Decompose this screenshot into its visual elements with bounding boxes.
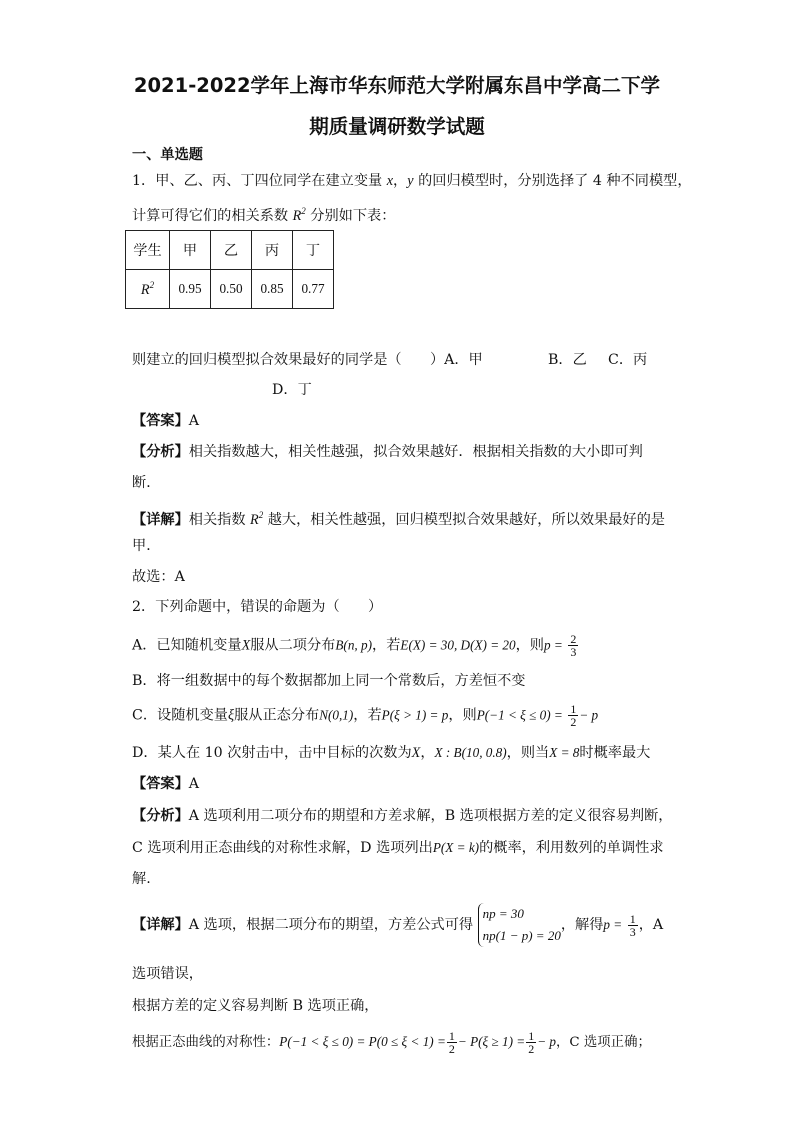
q2-detail-line4 <box>132 1030 651 1055</box>
q2-a-text-2: 服从二项分布 <box>250 637 336 654</box>
q2-analysis-text-2a: C 选项利用正态曲线的对称性求解，D 选项列出 <box>132 840 433 856</box>
q2-c-text-1: C．设随机变量 <box>132 707 228 724</box>
q1-answer-line <box>132 411 199 431</box>
q2-c-xi: ξ <box>227 707 235 724</box>
q2-a-text-3: ，若 <box>372 637 401 654</box>
q2-c-text-2: 服从正态分布 <box>234 707 320 724</box>
equation-system-row: np = 30 <box>482 906 524 921</box>
q1-answer: A <box>188 413 200 429</box>
detail-tag: 【详解】 <box>132 512 189 528</box>
q1-stem-line1 <box>132 171 692 191</box>
q2-answer-line <box>132 774 199 794</box>
q1-var-y: y <box>407 173 414 189</box>
r2-table <box>125 230 334 309</box>
q1-r2-symbol: $R^2$ <box>292 206 306 224</box>
q2-analysis-line1 <box>132 806 672 826</box>
q1-detail-r2: $R^2$ <box>250 510 264 528</box>
q1-option-d: D．丁 <box>272 382 312 398</box>
q1-analysis-line1 <box>132 442 643 462</box>
q2-c-probability: P(−1 < ξ ≤ 0) = <box>476 707 563 723</box>
q2-analysis-probability: P(X = k) <box>432 840 480 855</box>
analysis-tag: 【分析】 <box>132 808 189 824</box>
section-heading: 一、单选题 <box>132 147 203 163</box>
q2-a-binomial: B(n, p) <box>335 637 372 653</box>
table-cell: 0.95 <box>170 270 211 309</box>
equation-system <box>478 903 561 947</box>
page-title-line1: 2021-2022学年上海市华东师范大学附属东昌中学高二下学 <box>133 74 661 97</box>
q1-var-x: x <box>386 173 394 189</box>
q2-detail-text-4a: 根据正态曲线的对称性： <box>132 1035 280 1050</box>
table-header-cell: 甲 <box>170 231 211 270</box>
table-header-cell: 丙 <box>252 231 293 270</box>
q2-c-tail: − p <box>579 707 599 723</box>
equation-system-row: np(1 − p) = 20 <box>482 928 561 943</box>
q1-analysis-line2: 断． <box>132 475 161 491</box>
table-header-cell: 乙 <box>211 231 252 270</box>
page-title-line2: 期质量调研数学试题 <box>309 115 485 138</box>
q1-option-c: C．丙 <box>608 352 648 368</box>
q2-c-fraction: $\frac{1}{2}$ <box>570 702 577 729</box>
q2-c-text-3: ，若 <box>353 707 382 724</box>
table-row-label: $R^2$ <box>126 270 170 309</box>
table-cell: 0.77 <box>293 270 334 309</box>
q2-detail-text-1c: ，A <box>638 917 664 933</box>
q1-comma: ， <box>393 173 408 189</box>
q2-analysis-text-1: A 选项利用二项分布的期望和方差求解，B 选项根据方差的定义很容易判断， <box>188 808 673 824</box>
q2-c-text-4: ，则 <box>448 707 477 724</box>
q2-d-text-3: ，则当 <box>506 745 550 761</box>
q1-line2-text-b: 分别如下表： <box>310 208 396 224</box>
q2-d-text-2: ， <box>420 745 435 761</box>
q2-detail-math-1: P(−1 < ξ ≤ 0) = P(0 ≤ ξ < 1) = <box>279 1034 446 1049</box>
q1-option-b: B．乙 <box>548 352 587 368</box>
table-row <box>126 270 334 309</box>
q2-detail-fraction-1: $\frac{1}{2}$ <box>448 1029 455 1056</box>
q2-d-var-x: X <box>411 745 421 761</box>
q2-analysis-line2 <box>132 838 664 858</box>
table-cell: 0.50 <box>211 270 252 309</box>
q2-detail-fraction: $\frac{1}{3}$ <box>629 911 636 939</box>
q2-detail-line1 <box>132 903 663 947</box>
q2-detail-p: p = <box>603 917 623 932</box>
q1-detail-text-b: 越大，相关性越强，回归模型拟合效果越好，所以效果最好的是 <box>267 512 665 528</box>
q2-detail-line3: 根据方差的定义容易判断 B 选项正确， <box>132 998 379 1014</box>
q1-line2-text-a: 计算可得它们的相关系数 <box>132 208 289 224</box>
q2-option-a <box>132 633 579 658</box>
q2-a-text-4: ，则 <box>515 637 544 654</box>
q2-stem: 2．下列命题中，错误的命题为（ ） <box>132 599 383 615</box>
q1-choice-line: 故选：A <box>132 569 185 585</box>
q2-option-d <box>132 743 650 763</box>
q2-analysis-line3: 解. <box>132 871 151 887</box>
q2-detail-text-1a: A 选项，根据二项分布的期望，方差公式可得 <box>188 917 474 933</box>
table-header-cell: 学生 <box>126 231 170 270</box>
q2-a-var-x: X <box>241 637 251 654</box>
table-header-row <box>126 231 334 270</box>
q1-detail-text-a: 相关指数 <box>188 512 246 528</box>
q2-answer: A <box>188 776 200 792</box>
answer-tag: 【答案】 <box>132 776 189 792</box>
q2-d-text-1: D．某人在 10 次射击中，击中目标的次数为 <box>132 745 412 761</box>
q1-ask-text: 则建立的回归模型拟合效果最好的同学是（ ）A．甲 <box>132 352 483 368</box>
q2-a-fraction: $\frac{2}{3}$ <box>570 632 577 659</box>
table-header-cell: 丁 <box>293 231 334 270</box>
q2-a-p: p = <box>544 637 563 653</box>
table-cell: 0.85 <box>252 270 293 309</box>
q1-analysis-text-1: 相关指数越大，相关性越强，拟合效果越好．根据相关指数的大小即可判 <box>188 444 643 460</box>
q2-option-c <box>132 703 598 728</box>
q2-detail-math-2: − P(ξ ≥ 1) = <box>457 1034 526 1049</box>
q2-detail-math-3: − p <box>537 1034 556 1049</box>
q1-detail-line1 <box>132 505 665 530</box>
q2-detail-text-4b: ，C 选项正确； <box>556 1035 651 1050</box>
q1-stem-text-b: 的回归模型时，分别选择了 4 种不同模型， <box>418 173 692 189</box>
q1-ask-line <box>132 350 483 370</box>
q2-d-distribution: X : B(10, 0.8) <box>434 745 507 760</box>
q2-detail-fraction-2: $\frac{1}{2}$ <box>528 1029 535 1056</box>
q2-c-normal: N(0,1) <box>319 707 354 723</box>
answer-tag: 【答案】 <box>132 413 189 429</box>
detail-tag: 【详解】 <box>132 917 189 933</box>
q2-d-text-4: 时概率最大 <box>579 745 651 761</box>
q2-c-condition: P(ξ > 1) = p <box>381 707 449 723</box>
q2-detail-line2: 选项错误， <box>132 966 203 982</box>
q1-detail-line2: 甲． <box>132 538 161 554</box>
analysis-tag: 【分析】 <box>132 444 189 460</box>
q2-detail-text-1b: ，解得 <box>560 917 604 933</box>
q2-d-equation: X = 8 <box>549 745 580 760</box>
q1-stem-line2 <box>132 201 395 226</box>
q1-stem-text-a: 1．甲、乙、丙、丁四位同学在建立变量 <box>132 173 383 189</box>
q2-option-b: B．将一组数据中的每个数据都加上同一个常数后，方差恒不变 <box>132 673 526 689</box>
q2-a-text-1: A．已知随机变量 <box>132 637 242 654</box>
q2-a-condition: E(X) = 30, D(X) = 20 <box>400 637 516 653</box>
q2-analysis-text-2b: 的概率，利用数列的单调性求 <box>479 840 664 856</box>
